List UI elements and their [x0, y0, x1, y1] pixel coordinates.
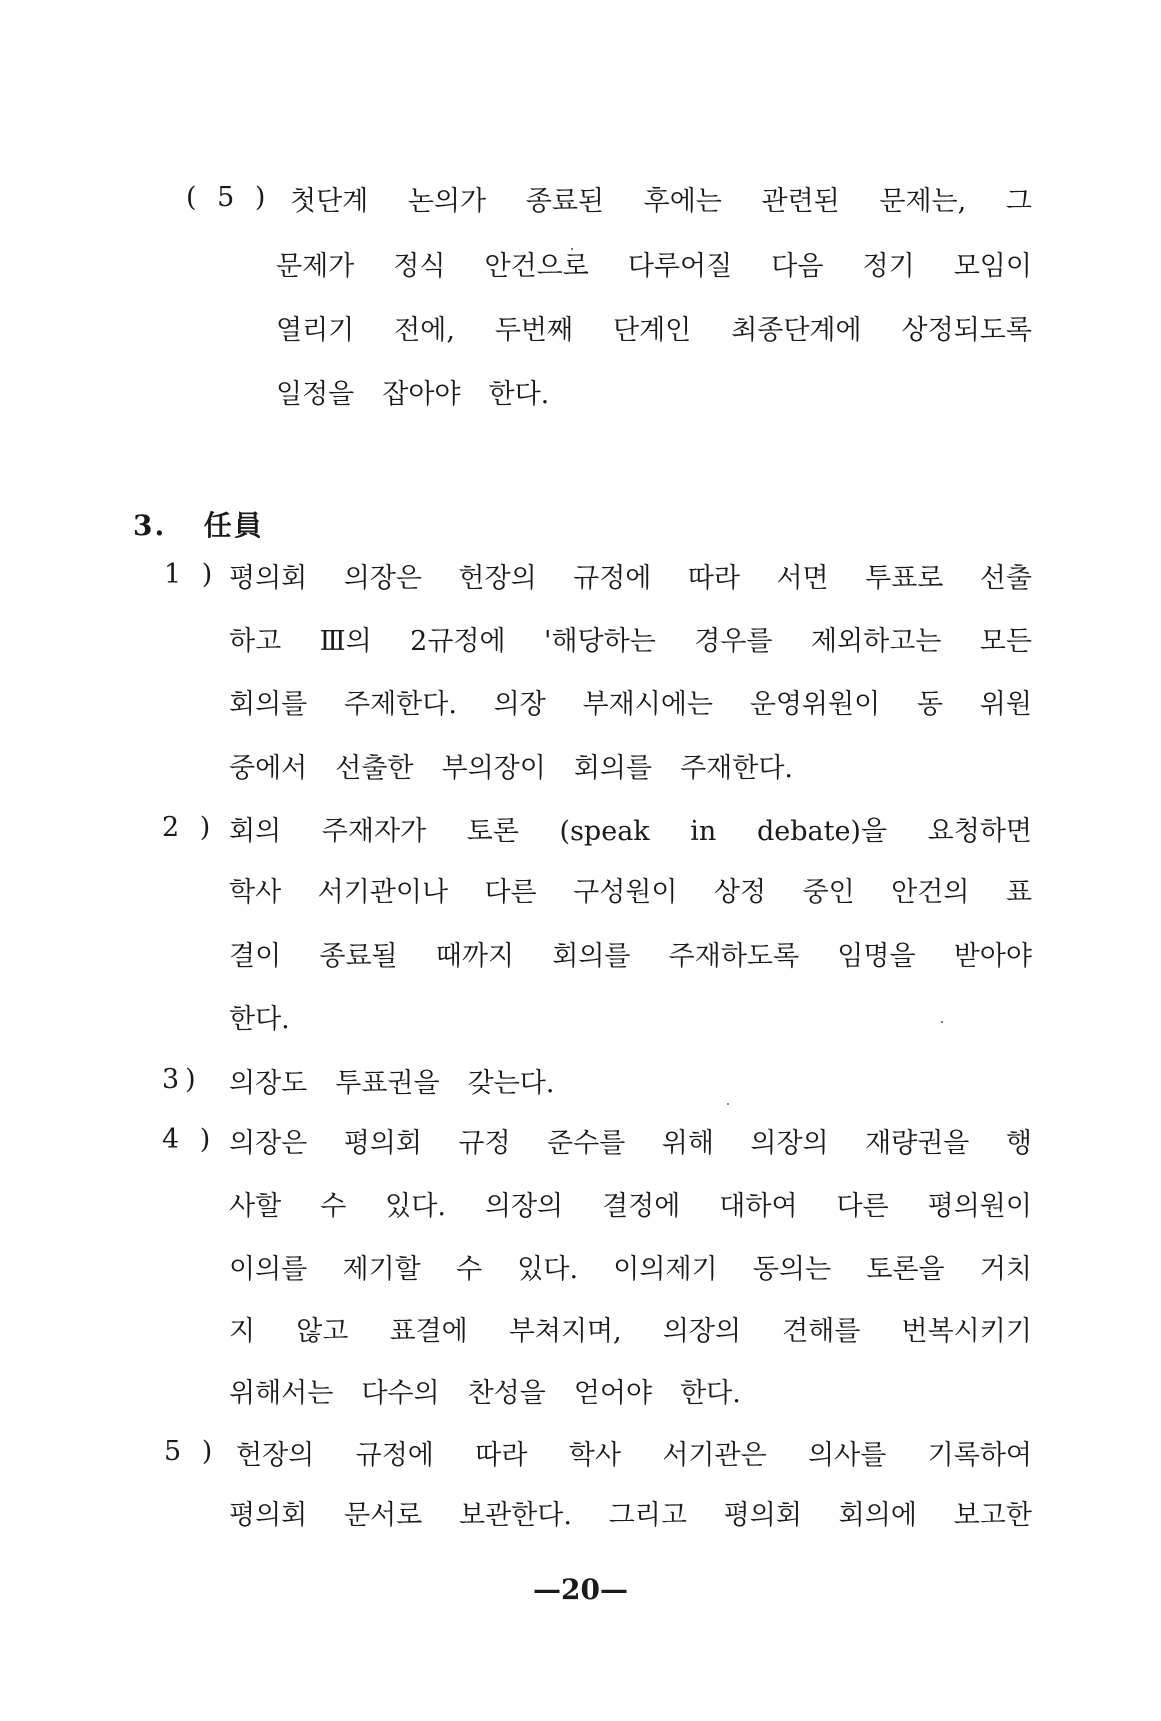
- word: 학사: [568, 1440, 621, 1471]
- item5-line-1: [236, 1436, 1032, 1476]
- word: 다음: [771, 251, 824, 282]
- scan-speck: [571, 248, 573, 250]
- word: 잡아야: [382, 379, 461, 410]
- word: 경우를: [694, 626, 773, 657]
- item1-line-2: [229, 622, 1032, 662]
- word: 관련된: [761, 186, 840, 217]
- word: 의장은: [343, 563, 422, 594]
- item2-line-2: [229, 873, 1032, 913]
- item4-line-5: [229, 1374, 1032, 1414]
- word: 상정되도록: [901, 315, 1032, 346]
- word: 의장도: [229, 1068, 308, 1099]
- word: 표결에: [389, 1316, 468, 1347]
- item3-number: 3): [162, 1064, 202, 1095]
- word: 제기할: [342, 1254, 421, 1285]
- word: 헌장의: [458, 563, 537, 594]
- item2-number: 2 ): [162, 812, 217, 843]
- word: 열리기: [276, 315, 355, 346]
- word: 의장: [493, 689, 546, 720]
- word: 모임이: [953, 251, 1032, 282]
- word: 다른: [836, 1191, 889, 1222]
- word: 보관한다.: [459, 1500, 572, 1531]
- word: 회의를: [552, 941, 631, 972]
- word: 지: [229, 1316, 256, 1347]
- word: 2규정에: [410, 626, 506, 657]
- item1-line-1: [229, 559, 1032, 599]
- item2-line-3: [229, 937, 1032, 977]
- word: 부쳐지며,: [508, 1316, 622, 1347]
- word: 동의는: [752, 1254, 832, 1285]
- item4-line-1: [229, 1124, 1032, 1164]
- word: 모든: [979, 626, 1032, 657]
- word: 평의회: [229, 1500, 308, 1531]
- scan-speck: [941, 1021, 943, 1023]
- word: 거치: [979, 1254, 1032, 1285]
- word: 결이: [229, 941, 282, 972]
- word: 부의장이: [441, 753, 546, 784]
- word: 임명을: [837, 941, 916, 972]
- word: 한다.: [680, 1378, 741, 1409]
- word: 평의회: [723, 1500, 802, 1531]
- word: 문제는,: [879, 186, 967, 217]
- word: 의장의: [662, 1316, 742, 1347]
- word: 의장의: [750, 1128, 829, 1159]
- word: 선출: [979, 563, 1032, 594]
- word: 다른: [484, 877, 537, 908]
- word: 그리고: [608, 1500, 687, 1531]
- word: 평의원이: [927, 1191, 1032, 1222]
- word: 중인: [802, 877, 855, 908]
- section-heading-title: 任員: [203, 509, 264, 542]
- word: 투표권을: [335, 1068, 440, 1099]
- section-heading-number: 3.: [133, 509, 167, 542]
- word: 이의제기: [613, 1254, 718, 1285]
- page-number: —20—: [533, 1573, 628, 1606]
- word: 준수를: [547, 1128, 626, 1159]
- word: 한다.: [229, 1004, 290, 1035]
- word: 투표로: [865, 563, 944, 594]
- item4-line-4: [229, 1312, 1032, 1352]
- word: 행: [1005, 1128, 1032, 1159]
- word: 다루어질: [627, 251, 733, 282]
- word: 규정에: [355, 1440, 434, 1471]
- word: 수: [320, 1191, 347, 1222]
- word: 규정: [458, 1128, 511, 1159]
- word: 위원: [979, 689, 1032, 720]
- section5-line-4: [276, 375, 1032, 415]
- word: 서면: [776, 563, 829, 594]
- word: 있다.: [517, 1254, 579, 1285]
- word: 종료된: [525, 186, 604, 217]
- word: 찬성을: [467, 1378, 546, 1409]
- word: 견해를: [782, 1316, 861, 1347]
- word: 첫단계: [290, 186, 369, 217]
- word: 토론을: [866, 1254, 945, 1285]
- word: 따라: [687, 563, 740, 594]
- word: 하고: [229, 626, 282, 657]
- word: 의장은: [229, 1128, 308, 1159]
- word: 서기관은: [662, 1440, 767, 1471]
- word: 운영위원이: [749, 689, 881, 720]
- word: 요청하면: [927, 816, 1032, 847]
- word: 주재자가: [321, 816, 427, 847]
- word: 회의를: [573, 753, 653, 784]
- word: 다수의: [361, 1378, 440, 1409]
- word: 논의가: [407, 186, 487, 217]
- word: 안건의: [891, 877, 970, 908]
- word: 부재시에는: [582, 689, 714, 720]
- word: Ⅲ의: [319, 626, 372, 657]
- word: 문서로: [344, 1500, 423, 1531]
- word: 위해서는: [229, 1378, 334, 1409]
- word: 문제가: [276, 251, 355, 282]
- word: 회의: [229, 816, 282, 847]
- word: 회의를: [229, 689, 308, 720]
- word: 상정: [713, 877, 767, 908]
- word: 주제한다.: [344, 689, 457, 720]
- word: 결정에: [602, 1191, 681, 1222]
- word: in: [690, 816, 717, 847]
- word: 단계인: [613, 315, 692, 346]
- word: 중에서: [229, 753, 308, 784]
- word: 재량권을: [865, 1128, 970, 1159]
- word: 최종단계에: [731, 315, 862, 346]
- section5-line-3: [276, 311, 1032, 351]
- scan-speck: [727, 1103, 729, 1105]
- word: 헌장의: [236, 1440, 315, 1471]
- section-heading: [133, 504, 264, 544]
- word: 서기관이나: [317, 877, 449, 908]
- item4-number: 4 ): [162, 1124, 217, 1155]
- word: 의장의: [484, 1191, 564, 1222]
- word: 의사를: [808, 1440, 887, 1471]
- word: 기록하여: [927, 1440, 1032, 1471]
- word: 때까지: [435, 941, 515, 972]
- item1-number: 1 ): [164, 559, 219, 590]
- word: 회의에: [838, 1500, 917, 1531]
- word: 동: [916, 689, 944, 720]
- word: 갖는다.: [467, 1068, 555, 1099]
- word: 전에,: [394, 315, 455, 346]
- word: 표: [1005, 877, 1032, 908]
- word: 않고: [296, 1316, 349, 1347]
- section5-line-2: [276, 247, 1032, 287]
- word: 구성원이: [573, 877, 678, 908]
- word: 한다.: [488, 379, 550, 410]
- word: 이의를: [229, 1254, 308, 1285]
- word: 제외하고는: [810, 626, 942, 657]
- item2-line-4: [229, 1000, 1032, 1040]
- word: (speak: [559, 816, 650, 847]
- item5-number: 5 ): [164, 1436, 219, 1467]
- word: 사할: [229, 1191, 282, 1222]
- section5-number: ( 5 ): [186, 182, 272, 213]
- word: 학사: [229, 877, 282, 908]
- item5-line-2: [229, 1496, 1032, 1536]
- word: 보고한: [953, 1500, 1032, 1531]
- word: 두번째: [494, 315, 574, 346]
- section5-line-1: [290, 182, 1032, 222]
- word: 정기: [862, 251, 915, 282]
- item4-line-3: [229, 1250, 1032, 1290]
- word: '해당하는: [544, 626, 656, 657]
- word: 평의회: [343, 1128, 422, 1159]
- word: 수: [455, 1254, 483, 1285]
- word: 평의회: [229, 563, 308, 594]
- word: 있다.: [385, 1191, 446, 1222]
- word: 얻어야: [573, 1378, 653, 1409]
- word: 토론: [466, 816, 519, 847]
- word: 선출한: [335, 753, 414, 784]
- word: 그: [1005, 186, 1032, 217]
- word: debate)을: [756, 816, 888, 847]
- word: 안건으로: [484, 251, 589, 282]
- word: 후에는: [643, 186, 722, 217]
- word: 규정에: [573, 563, 652, 594]
- item3-line-1: [229, 1064, 1032, 1104]
- item1-line-3: [229, 685, 1032, 725]
- item2-line-1: [229, 812, 1032, 852]
- word: 받아야: [953, 941, 1032, 972]
- word: 위해: [661, 1128, 714, 1159]
- word: 따라: [475, 1440, 528, 1471]
- word: 대하여: [719, 1191, 798, 1222]
- word: 정식: [393, 251, 446, 282]
- item4-line-2: [229, 1187, 1032, 1227]
- word: 종료될: [319, 941, 398, 972]
- word: 번복시키기: [901, 1316, 1032, 1347]
- word: 주재하도록: [668, 941, 800, 972]
- item1-line-4: [229, 749, 1032, 789]
- word: 주재한다.: [680, 753, 793, 784]
- word: 일정을: [276, 379, 355, 410]
